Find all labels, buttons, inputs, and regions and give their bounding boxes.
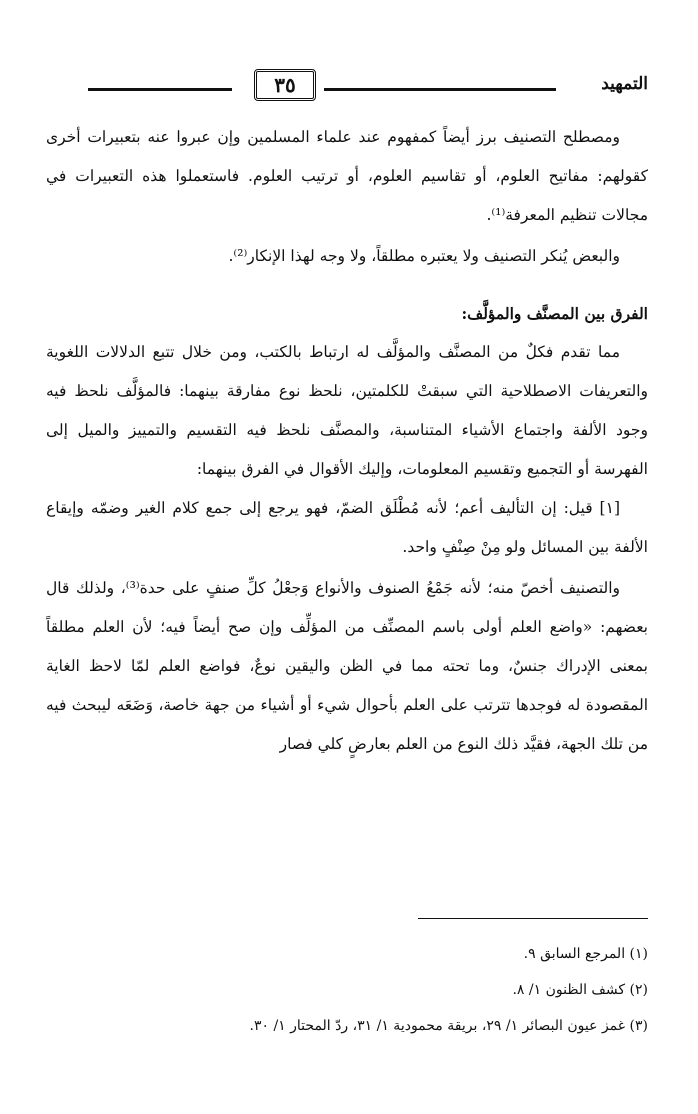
running-title: التمهيد (601, 74, 648, 94)
footnote-2: (٢) كشف الظنون ١/ ٨. (512, 982, 648, 998)
paragraph-2: والبعض يُنكر التصنيف ولا يعتبره مطلقاً، ولا وجه لهذا الإنكار⁽²⁾. (228, 247, 620, 265)
header-rule-right (324, 88, 556, 91)
main-text (46, 118, 648, 764)
footnote-3: (٣) غمز عيون البصائر ١/ ٢٩، بريقة محمودية ١/ ٣١، ردّ المحتار ١/ ٣٠. (249, 1018, 648, 1034)
paragraph-5: والتصنيف أخصّ منه؛ لأنه جَمْعُ الصنوف والأنواع وَجعْلُ كلِّ صنفٍ على حدة⁽³⁾، ولذلك قال بعضهم: «واضع العلم أولى باسم المصنِّف من المؤلِّف وإن صح أيضاً فيه؛ لأن العلم مطلقاً بمعنى الإدراك جنسٌ، وما تحته مما في الظن واليقين نوعٌ، فواضع العلم لمّا لاحظ الغاية المقصودة له فوجدها تترتب على العلم بأحوال شيء أو أشياء من جهة خاصة، وَضَعَه ليبحث فيه من تلك الجهة، فقيَّد ذلك النوع من العلم بعارضٍ كلي فصار (46, 579, 648, 753)
paragraph-1: ومصطلح التصنيف برز أيضاً كمفهوم عند علماء المسلمين وإن عبروا عنه بتعبيرات أخرى كقولهم: مفاتيح العلوم، أو تقاسيم العلوم، أو ترتيب العلوم. فاستعملوا هذه التعبيرات في مجالات تنظيم المعرفة⁽¹⁾. (46, 128, 648, 224)
paragraph-3: مما تقدم فكلٌ من المصنَّف والمؤلَّف له ارتباط بالكتب، ومن خلال تتبع الدلالات اللغوية والتعريفات الاصطلاحية التي سبقتْ للكلمتين، نلحظ نوع مفارقة بينهما: فالمؤلَّف نلحظ فيه وجود الألفة واجتماع الأشياء المتناسبة، والمصنَّف نلحظ فيه التقسيم والتمييز والميل إلى الفهرسة أو التجميع وتقسيم المعلومات، وإليك الأقوال في الفرق بينهما: (46, 343, 648, 478)
section-heading: الفرق بين المصنَّف والمؤلَّف: (461, 304, 648, 323)
page-header (88, 62, 648, 102)
footnote-1: (١) المرجع السابق ٩. (523, 946, 648, 962)
page-number: ٣٥ (254, 69, 316, 101)
header-rule-left (88, 88, 232, 91)
footnote-separator (418, 918, 648, 919)
paragraph-4: [١] قيل: إن التأليف أعم؛ لأنه مُطْلَق الضمّ، فهو يرجع إلى جمع كلام الغير وضمّه وإيقاع الألفة بين المسائل ولو مِنْ صِنْفٍ واحد. (46, 499, 648, 556)
footnotes (46, 936, 648, 1044)
